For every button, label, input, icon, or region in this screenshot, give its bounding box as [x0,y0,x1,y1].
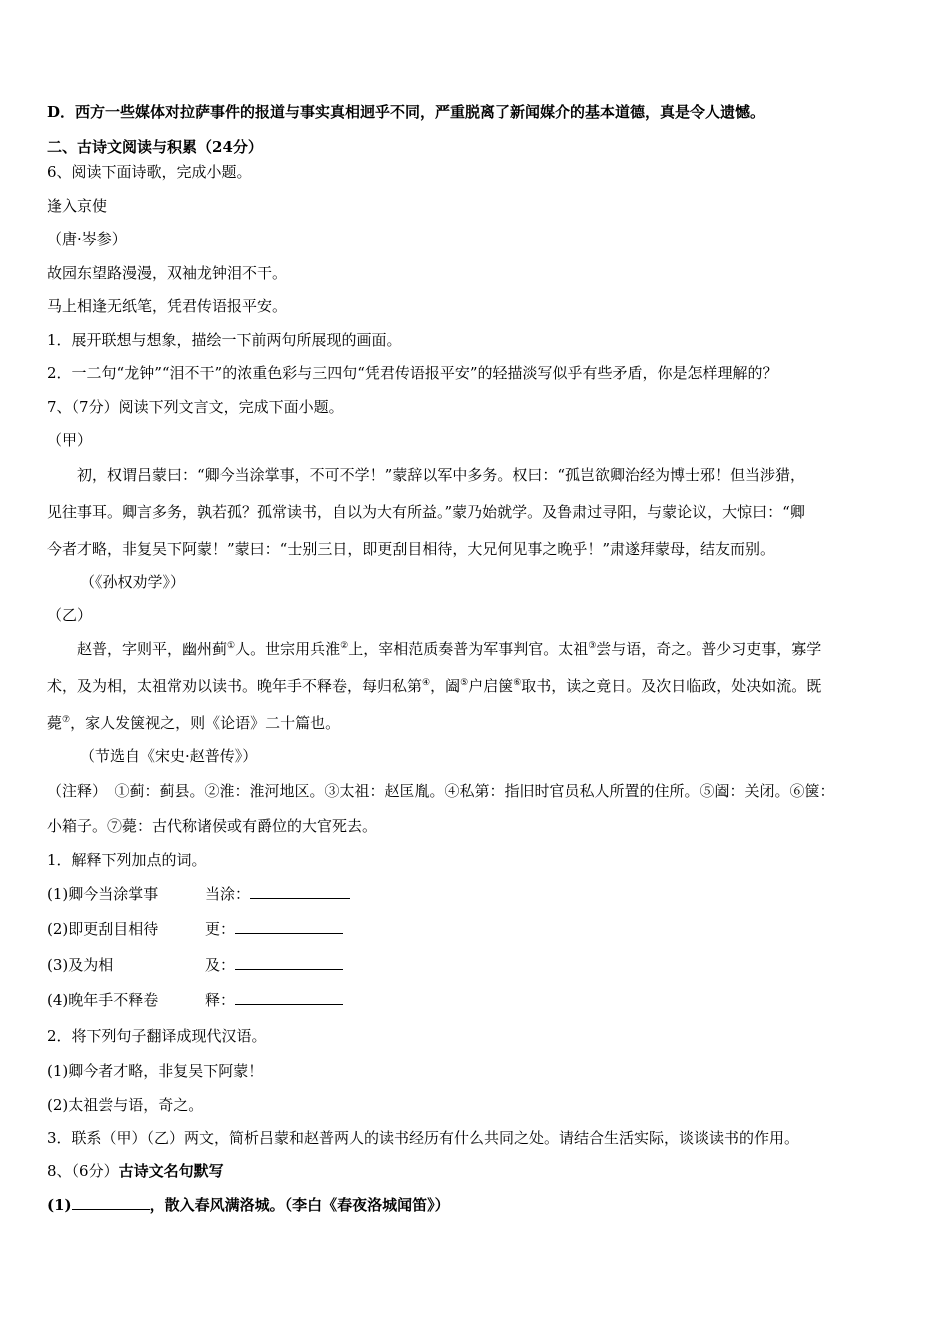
answer-blank[interactable] [72,1195,150,1210]
poem-line-1: 故园东望路漫漫，双袖龙钟泪不干。 [47,264,288,282]
note-mark-4: ④ [422,678,431,688]
q8-heading: 8、（6分）古诗文名句默写 [47,1162,224,1180]
poem-line-2: 马上相逢无纸笔，凭君传语报平安。 [47,297,288,315]
jia-label: （甲） [47,431,93,449]
word-item-1: (1)卿今当涂掌事 当涂： [47,884,350,904]
notes-line-2: 小箱子。⑦薨：古代称诸侯或有爵位的大官死去。 [47,817,378,835]
poem-title: 逢入京使 [47,197,108,215]
q7-sub3: 3．联系（甲）（乙）两文，简析吕蒙和赵普两人的读书经历有什么共同之处。请结合生活实际，谈谈读书的作用。 [47,1129,800,1147]
jia-paragraph-line-2: 见往事耳。卿言多务，孰若孤？孤常读书，自以为大有所益。”蒙乃始就学。及鲁肃过寻阳，与蒙论议，大惊曰：“卿 [47,503,805,521]
yi-paragraph-line-2: 术，及为相，太祖常劝以读书。晚年手不释卷，每归私第④，阖⑤户启箧⑥取书，读之竟日。及次日临政，处决如流。既 [47,677,822,695]
answer-blank[interactable] [235,990,343,1005]
note-mark-2: ② [340,641,349,651]
jia-source: （《孙权劝学》） [80,573,186,591]
word-item-2: (2)即更刮目相待 更： [47,919,343,939]
section-heading: 二、古诗文阅读与积累（24分） [47,138,263,156]
translate-item-2: (2)太祖尝与语，奇之。 [47,1096,204,1114]
jia-paragraph-line-1: 初，权谓吕蒙曰：“卿今当涂掌事，不可不学！”蒙辞以军中多务。权曰：“孤岂欲卿治经为博士邪！但当涉猎， [77,466,806,484]
q7-sub2: 2．将下列句子翻译成现代汉语。 [47,1027,267,1045]
word-item-4: (4)晚年手不释卷 释： [47,990,343,1010]
note-mark-6: ⑥ [513,678,522,688]
note-mark-3: ③ [588,641,597,651]
q7-sub1: 1．解释下列加点的词。 [47,851,207,869]
yi-paragraph-line-3: 薨⑦，家人发箧视之，则《论语》二十篇也。 [47,714,341,732]
q6-sub1: 1．展开联想与想象，描绘一下前两句所展现的画面。 [47,331,402,349]
answer-blank[interactable] [250,884,350,899]
q7-intro: 7、（7分）阅读下列文言文，完成下面小题。 [47,398,344,416]
yi-paragraph-line-1: 赵普，字则平，幽州蓟①人。世宗用兵淮②上，宰相范质奏普为军事判官。太祖③尝与语，奇之。普少习吏事，寡学 [77,640,822,658]
q6-sub2: 2．一二句“龙钟”“泪不干”的浓重色彩与三四句“凭君传语报平安”的轻描淡写似乎有些矛盾，你是怎样理解的？ [47,364,778,382]
translate-item-1: (1)卿今者才略，非复吴下阿蒙！ [47,1062,264,1080]
option-d: D．西方一些媒体对拉萨事件的报道与事实真相迥乎不同，严重脱离了新闻媒介的基本道德，真是令人遗憾。 [47,103,766,121]
q8-line-1: (1) ，散入春风满洛城。（李白《春夜洛城闻笛》） [47,1196,450,1214]
word-item-3: (3)及为相 及： [47,955,343,975]
note-mark-1: ① [227,641,236,651]
answer-blank[interactable] [235,955,343,970]
answer-blank[interactable] [235,919,343,934]
note-mark-5: ⑤ [460,678,469,688]
q6-intro: 6、阅读下面诗歌，完成小题。 [47,163,252,181]
note-mark-7: ⑦ [62,715,71,725]
notes-line-1: （注释） ①蓟：蓟县。②淮：淮河地区。③太祖：赵匡胤。④私第：指旧时官员私人所置的住所。⑤阖：关闭。⑥箧： [47,782,835,800]
yi-label: （乙） [47,606,93,624]
jia-paragraph-line-3: 今者才略，非复吴下阿蒙！”蒙曰：“士别三日，即更刮目相待，大兄何见事之晚乎！”肃遂拜蒙母，结友而别。 [47,540,776,558]
poem-author: （唐·岑参） [47,230,127,248]
yi-source: （节选自《宋史·赵普传》） [80,747,258,765]
